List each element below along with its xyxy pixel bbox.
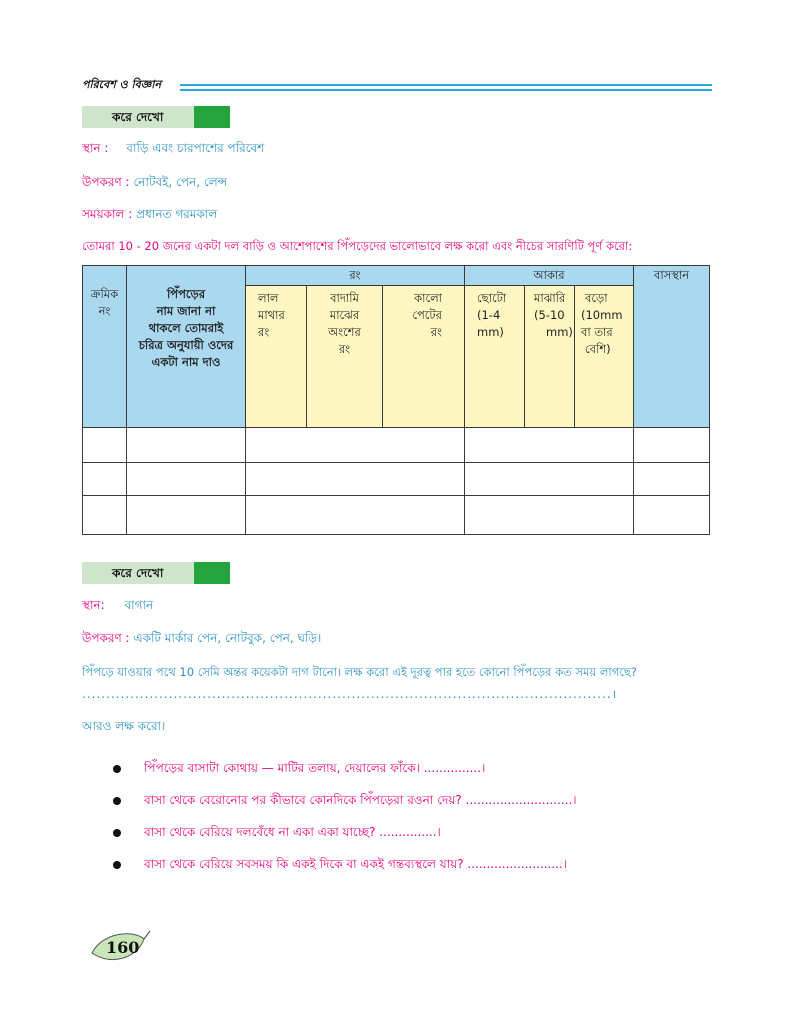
table-subheader-red-head: লাল মাথার রং [245,285,307,428]
table-cell[interactable] [126,462,246,496]
page-number: 160 [106,938,140,957]
place-value: বাগান [124,598,154,612]
bullet-icon [113,861,121,869]
table-header-habitat: বাসস্থান [633,265,710,428]
materials-label: উপকরণ : [82,175,130,189]
section-tag-label: করে দেখো [112,110,164,124]
question-item: বাসা থেকে বেরিয়ে সবসময় কি একই দিকে বা একই গন্তব্যস্থলে যায়? .........................। [144,857,568,871]
place-line [82,140,264,156]
table-cell[interactable] [464,495,634,535]
table-cell[interactable] [245,495,465,535]
table-cell[interactable] [633,462,710,496]
materials-value: নোটবই, পেন, লেন্স [133,175,228,189]
bullet-icon [113,797,121,805]
table-cell[interactable] [464,462,634,496]
observe-more-text: আরও লক্ষ করো। [82,719,166,733]
place-value: বাড়ি এবং চারপাশের পরিবেশ [126,141,265,155]
section-tag [82,106,230,128]
table-subheader-black-abdomen: কালো পেটের রং [382,285,465,428]
table-subheader-medium: মাঝারি (5-10 mm) [524,285,575,428]
table-subheader-brown-middle: বাদামি মাঝের অংশের রং [306,285,383,428]
table-header-ant-name: পিঁপড়ের নাম জানা না থাকলে তোমরাই চরিত্র অনুযায়ী ওদের একটা নাম দাও [126,265,246,428]
table-cell[interactable] [633,495,710,535]
bullet-icon [113,829,121,837]
time-value: প্রধানত গরমকাল [136,207,218,221]
bullet-icon [113,765,121,773]
table-cell[interactable] [464,427,634,463]
table-header-size: আকার [464,265,634,286]
section-tag-label: করে দেখো [112,566,164,580]
table-cell[interactable] [82,427,127,463]
table-cell[interactable] [245,427,465,463]
materials-value: একটি মার্কার পেন, নোটবুক, পেন, ঘড়ি। [133,631,322,645]
materials-line [82,174,227,190]
place-line [82,597,153,613]
answer-line: ..............................................................................................................। [82,687,618,701]
running-head: পরিবেশ ও বিজ্ঞান [82,78,162,91]
table-header-serial: ক্রমিক নং [82,265,127,428]
table-cell[interactable] [82,462,127,496]
question-item: বাসা থেকে বেরিয়ে দলবেঁধে না একা একা যাচ্ছে? ...............। [144,825,441,839]
time-line [82,206,217,222]
table-cell[interactable] [633,427,710,463]
table-header-color: রং [245,265,465,286]
time-label: সময়কাল : [82,207,133,221]
question-item: বাসা থেকে বেরোনোর পর কীভাবে কোনদিকে পিঁপড়েরা রওনা দেয়? ............................। [144,793,577,807]
place-label: স্থান: [82,598,105,612]
section-tag [82,562,230,584]
table-cell[interactable] [245,462,465,496]
instruction-text: পিঁপড়ে যাওয়ার পথে 10 সেমি অন্তর কয়েকটা দাগ টানো। লক্ষ করো এই দূরত্ব পার হতে কোনো পিঁপড়ের কত সময় লাগছে? [82,665,637,679]
table-cell[interactable] [126,495,246,535]
observation-table [82,265,710,535]
question-item: পিঁপড়ের বাসাটা কোথায় — মাটির তলায়, দেয়ালের ফাঁকে। ...............। [144,761,486,775]
table-cell[interactable] [126,427,246,463]
place-label: স্থান : [82,141,109,155]
table-cell[interactable] [82,495,127,535]
materials-label: উপকরণ : [82,631,130,645]
header-rule [180,89,712,91]
table-subheader-small: ছোটো (1-4 mm) [464,285,525,428]
header-rule [180,84,712,86]
instruction-text: তোমরা 10 - 20 জনের একটা দল বাড়ি ও আশেপাশের পিঁপড়েদের ভালোভাবে লক্ষ করো এবং নীচের সারণিটি পূর্ণ করো: [82,239,633,253]
table-subheader-large: বড়ো (10mm বা তার বেশি) [574,285,634,428]
materials-line [82,630,321,646]
